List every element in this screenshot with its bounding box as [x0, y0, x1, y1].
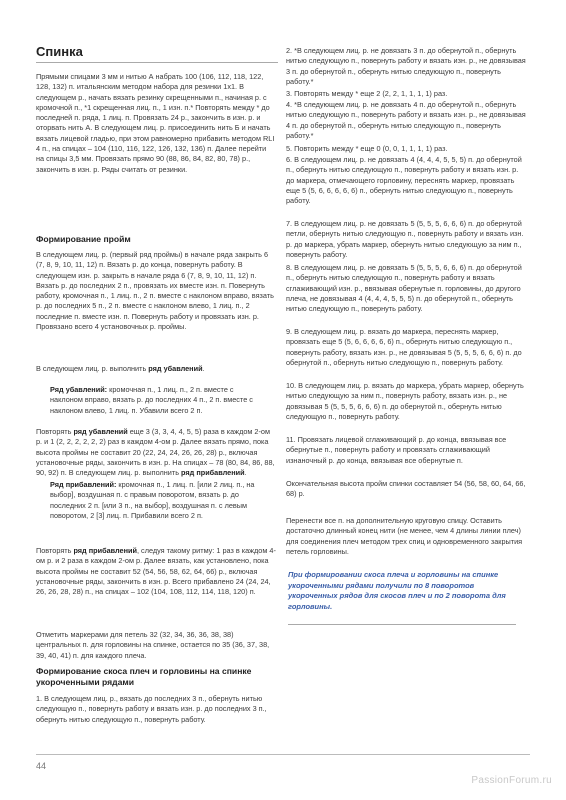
page-title: Спинка [36, 44, 83, 59]
step-10-paragraph: 10. В следующем лиц. р. вязать до маркера, убрать маркер, обернуть нитью следующую за ним п., повернуть работу, вязать изн. р., не довязывая 5 (5, 5, 5, 6, 6, 6) п. до обернутой п., обернуть нитью следующую п., повернуть работу. [286, 381, 524, 421]
step-6-paragraph: 6. В следующем лиц. р. не довязать 4 (4, 4, 4, 5, 5, 5) п. до обернутой п., обернуть нитью следующую п., повернуть работу и вязать изн. р. до маркера, отмечающего горловину, переснять маркер, провязать еще 5 (5, 6, 6, 6, 6, 6) п., обернуть нитью следующую п., повернуть работу. [286, 155, 522, 206]
title-divider [36, 62, 278, 63]
footer-divider [36, 754, 530, 755]
step-9-paragraph: 9. В следующем лиц. р. вязать до маркера, переснять маркер, провязать еще 5 (5, 6, 6, 6, 6, 6) п., обернуть нитью следующую п., повернуть работу, вязать изн. р., не довязывая 5 (5, 5, 5, 6, 6, 6) п. до обернутой п., обернуть нитью следующую п., повернуть работу. [286, 327, 522, 367]
step-5-paragraph: 5. Повторить между * еще 0 (0, 0, 1, 1, 1, 1) раз. [286, 144, 448, 153]
note-divider [288, 624, 516, 625]
transfer-paragraph: Перенести все п. на дополнительную круговую спицу. Оставить достаточно длинный конец нити (не менее, чем 4 длины линии плеч) для соединения плеч методом трех спиц и одновременного закрытия петель горловины. [286, 516, 523, 556]
section-heading-shoulder: Формирование скоса плеч и горловины на спинке укороченными рядами [36, 666, 252, 687]
step-7-paragraph: 7. В следующем лиц. р. не довязать 5 (5, 5, 5, 6, 6, 6) п. до обернутой петли, обернуть нитью следующую п., повернуть работу и вязать изн. р. до маркера, убрать маркер, обернуть нитью следующую за ним п., повернуть работу. [286, 219, 524, 259]
final-height-paragraph: Окончательная высота пройм спинки составляет 54 (56, 58, 60, 64, 66, 68) р. [286, 479, 526, 499]
armhole-paragraph: В следующем лиц. р. (первый ряд проймы) в начале ряда закрыть 6 (7, 8, 9, 10, 11, 12) п. Вязать р. до конца, повернуть работу. В следующем изн. р. закрыть в начале ряда 6 (7, 8, 9, 10, 11, 12) п. Вязать р. до последних 2 п., провязать их вместе изн. п. Повернуть работу, кромочная п., 1 лиц. п., 2 п. вместе с наклоном вправо, вязать р. до последних 5 п., 2 п. вместе с наклоном влево, 1 лиц. п., 2 последние п. вместе изн. п. Повернуть работу и провязать изн. р. Провязано всего 4 установочных р. проймы. [36, 250, 274, 332]
step-1-paragraph: 1. В следующем лиц. р., вязать до последних 3 п., обернуть нитью следующую п., повернуть работу и вязать изн. р. до последних 3 п., обернуть нитью следующую п., повернуть работу. [36, 694, 267, 724]
increase-repeat-paragraph: Повторять ряд прибавлений, следуя такому ритму: 1 раз в каждом 4-ом р. и 2 раза в каждом 2-ом р. Далее вязать, как установлено, пока высота проймы не составит 52 (54, 56, 58, 62, 64, 66) р., включая установочные ряды, закончить в изн. р. Всего прибавлено 24 (24, 24, 26, 26, 28, 28) п., на спицах – 102 (104, 108, 112, 114, 118, 120) п. [36, 546, 276, 597]
intro-paragraph: Прямыми спицами 3 мм и нитью А набрать 100 (106, 112, 118, 122, 128, 132) п. итальянским методом набора для резинки 1х1. В следующем р., начать вязать резинку скрещенными п., начиная р. с кромочной п., *1 скрещенная лиц. п., 1 изн. п.* Повторять между * до последней п. ряда, 1 лиц. п. Провязать 24 р., закончить в изн. р. и оторвать нить А. В следующем лиц. р. присоединить нить Б и начать вязать лицевой гладью, при этом равномерно прибавить методом RLI 4 п., на спицах – 104 (110, 116, 122, 126, 132, 136) п. Далее перейти на спицы 3,5 мм. Провязать прямо 90 (88, 86, 84, 82, 80, 78) р., закончить в изн. р. Ряды считать от резинки. [36, 72, 275, 174]
step-8-paragraph: 8. В следующем лиц. р. не довязать 5 (5, 5, 5, 6, 6, 6) п. до обернутой п., обернуть нитью следующую п., повернуть работу и вязать сглаживающий изн. р., ввязывая обернутые п. горловины, до другого плеча, не довязывая 4 (4, 4, 4, 5, 5, 5) п. до обернутой п., обернуть нитью следующую п., повернуть работу. [286, 263, 522, 314]
increase-row-definition: Ряд прибавлений: кромочная п., 1 лиц. п. [или 2 лиц. п., на выбор], воздушная п. с правым поворотом, вязать р. до последних 2 п. [или 3 п., на выбор], воздушная п. с левым поворотом, 2 [3] лиц. п. Прибавили всего 2 п. [50, 480, 255, 520]
decrease-instruction: В следующем лиц. р. выполнить ряд убавлений. [36, 364, 205, 373]
section-heading-armhole: Формирование пройм [36, 234, 131, 244]
step-2-paragraph: 2. *В следующем лиц. р. не довязать 3 п. до обернутой п., обернуть нитью следующую п., повернуть работу и вязать изн. р., не довязывая 3 п. до обернутой п., обернуть нитью следующую п., повернуть работу.* [286, 46, 526, 86]
step-11-paragraph: 11. Провязать лицевой сглаживающий р. до конца, ввязывая все обернутые п., повернуть работу и провязать сглаживающий изнаночный р. до конца, ввязывая все обернутые п. [286, 435, 507, 465]
marker-paragraph: Отметить маркерами для петель 32 (32, 34, 36, 36, 38, 38) центральных п. для горловины на спинке, остается по 35 (36, 37, 38, 39, 40, 41) п. для каждого плеча. [36, 630, 270, 660]
step-4-paragraph: 4. *В следующем лиц. р. не довязать 4 п. до обернутой п., обернуть нитью следующую п., повернуть работу и вязать изн. р., не довязывая 4 п. до обернутой п., обернуть нитью следующую п., повернуть работу.* [286, 100, 526, 140]
step-3-paragraph: 3. Повторять между * еще 2 (2, 2, 1, 1, 1, 1) раз. [286, 89, 448, 98]
decrease-repeat-paragraph: Повторять ряд убавлений еще 3 (3, 3, 4, 4, 5, 5) раза в каждом 2-ом р. и 1 (2, 2, 2, 2, 2, 2) раз в каждом 4-ом р. Далее вязать прямо, пока высота проймы не составит 20 (22, 24, 24, 26, 26, 28) р., включая установочные ряды, закончить в изн. р. На спицах – 78 (80, 84, 86, 88, 90, 92) п. В следующем лиц. р. выполнить ряд прибавлений. [36, 427, 275, 478]
note-callout: При формировании скоса плеча и горловины на спинке укороченными рядами получили по 8 поворотов укороченных рядов для скосов плеч и по 2 поворота для горловины. [288, 570, 506, 611]
decrease-row-definition: Ряд убавлений: кромочная п., 1 лиц. п., 2 п. вместе с наклоном вправо, вязать р. до последних 4 п., 2 п. вместе с наклоном влево, 1 лиц. п. Убавили всего 2 п. [50, 385, 253, 415]
watermark: PassionForum.ru [471, 775, 552, 786]
page-number: 44 [36, 761, 47, 771]
